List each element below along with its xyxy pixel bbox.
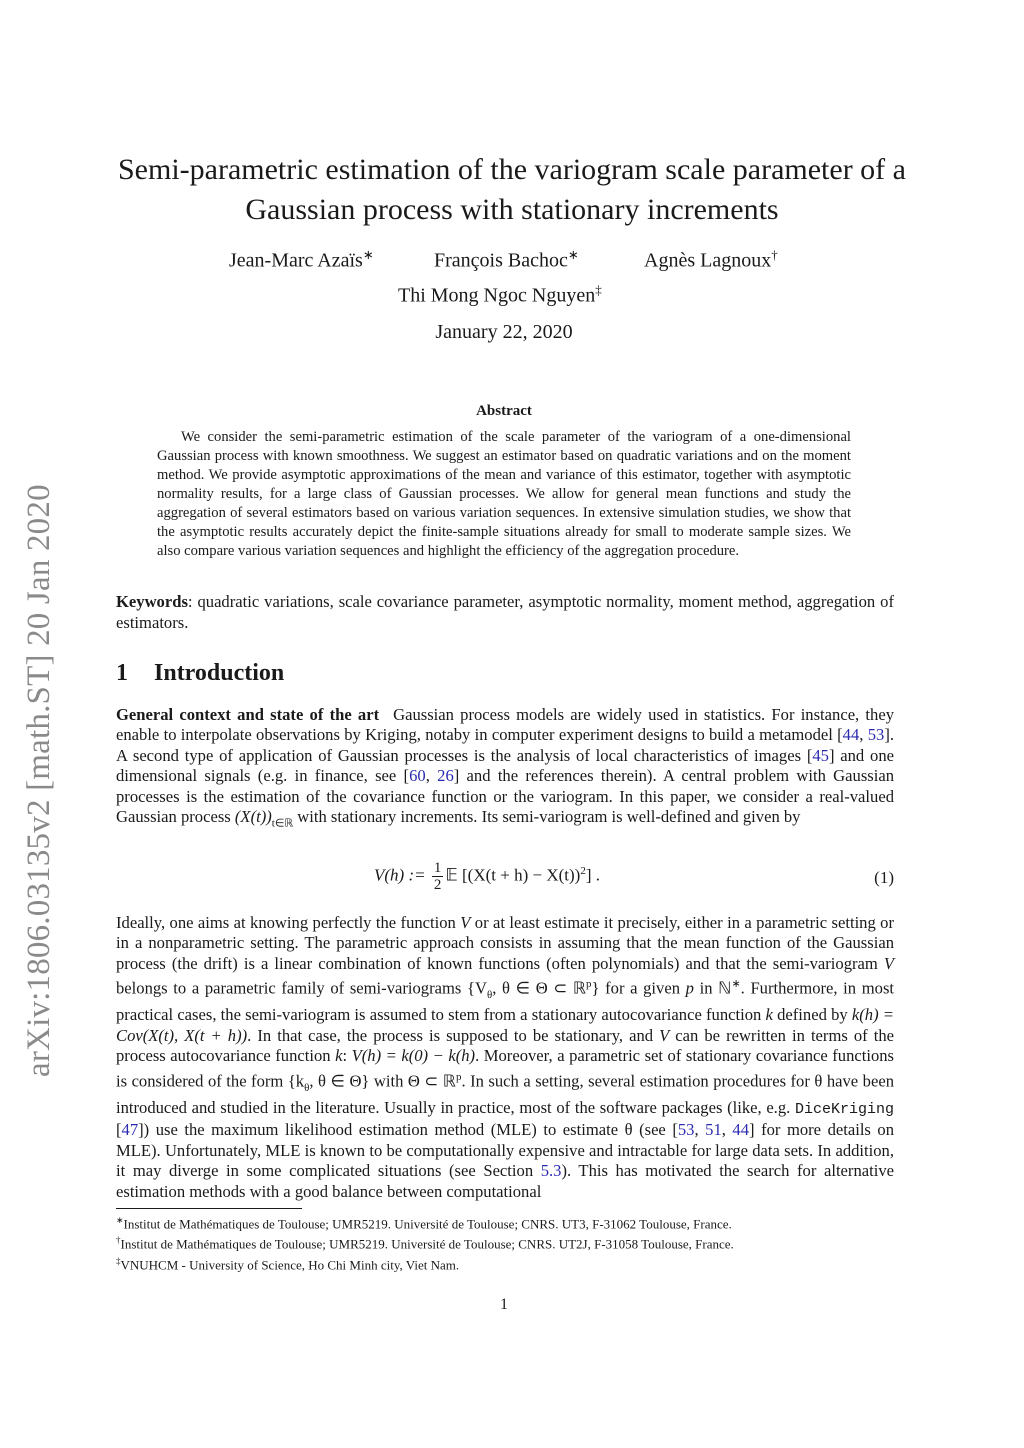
citation-link[interactable]: 26 bbox=[437, 766, 454, 786]
author-bachoc: François Bachoc∗ bbox=[434, 247, 579, 272]
footnotes bbox=[116, 1212, 916, 1273]
equation-body: V(h) := $\frac{1}{2}$ 𝔼 $[(X(t + h) - X(t))^2]$ . bbox=[374, 860, 600, 893]
citation-link[interactable]: 45 bbox=[812, 745, 829, 765]
citation-link[interactable]: 44 bbox=[842, 725, 860, 745]
citation-link[interactable]: 53 bbox=[677, 1120, 695, 1140]
author-nguyen: Thi Mong Ngoc Nguyen‡ bbox=[398, 282, 602, 307]
section-link[interactable]: 5.3 bbox=[540, 1161, 562, 1181]
citation-link[interactable]: 51 bbox=[705, 1120, 722, 1140]
publication-date: January 22, 2020 bbox=[435, 321, 573, 343]
equation-number: (1) bbox=[874, 868, 894, 887]
footnote-3: ‡VNUHCM - University of Science, Ho Chi Minh city, Viet Nam. bbox=[116, 1255, 460, 1272]
keywords: Keywords: quadratic variations, scale covariance parameter, asymptotic normality, moment method, aggregation of estimators. bbox=[116, 592, 894, 632]
paragraph-general-context: General context and state of the art Gaussian process models are widely used in statistics. For instance, they enable to interpolate observations by Kriging, notaby in computer experiment designs to build a metamodel [44, 53]. A second type of application of Gaussian processes is the analysis of local characteristics of images [45] and one dimensional signals (e.g. in finance, see [60, 26] and the references therein). A central problem with Gaussian processes is the estimation of the covariance function or the variogram. In this paper, we consider a real-valued Gaussian process $(X(t))_{t\in ℝ}$ with stationary increments. Its semi-variogram is well-defined and given by bbox=[116, 705, 895, 830]
paper-title: Semi-parametric estimation of the variogram scale parameter of a Gaussian process with stationary increments bbox=[118, 153, 906, 226]
section-heading-introduction: 1 Introduction bbox=[116, 660, 285, 686]
package-name: DiceKriging bbox=[794, 1100, 894, 1118]
abstract-text: We consider the semi-parametric estimation of the scale parameter of the variogram of a one-dimensional Gaussian process with known smoothness. We suggest an estimator based on quadratic variations and on the moment method. We provide asymptotic approximations of the mean and variance of this estimator, together with asymptotic normality results, for a large class of Gaussian processes. We allow for general mean functions and study the aggregation of several estimators based on various variation sequences. In extensive simulation studies, we show that the asymptotic results accurately depict the finite-sample situations already for small to moderate sample sizes. We also compare various variation sequences and highlight the efficiency of the aggregation procedure. bbox=[157, 429, 851, 559]
author-lagnoux: Agnès Lagnoux† bbox=[644, 247, 778, 272]
arxiv-identifier-stamp: arXiv:1806.03135v2 [math.ST] 20 Jan 2020 bbox=[21, 484, 57, 1077]
footnote-1: ∗Institut de Mathématiques de Toulouse; UMR5219. Université de Toulouse; CNRS. UT3, F-31062 Toulouse, France. bbox=[116, 1215, 732, 1232]
abstract-heading: Abstract bbox=[476, 403, 532, 419]
fraction-one-half: $\frac{1}{2}$ bbox=[433, 860, 442, 893]
citation-link[interactable]: 44 bbox=[732, 1120, 750, 1140]
paragraph-parametric-approach: Ideally, one aims at knowing perfectly the function V or at least estimate it precisely, either in a parametric setting or in a nonparametric setting. The parametric approach consists in assuming that the mean function of the Gaussian process (the drift) is a linear combination of known functions (often polynomials) and that the semi-variogram V belongs to a parametric family of semi-variograms {$V_\theta$, θ ∈ Θ ⊂ ℝ$^p$} for a given p in ℕ∗. Furthermore, in most practical cases, the semi-variogram is assumed to stem from a stationary autocovariance function k defined by k(h) = Cov(X(t), X(t + h)). In that case, the process is supposed to be stationary, and V can be rewritten in terms of the process autocovariance function k: V(h) = k(0) − k(h). Moreover, a parametric set of stationary covariance functions is considered of the form {$k_\theta$, θ ∈ Θ} with Θ ⊂ ℝ$^p$. In such a setting, several estimation procedures for θ have been introduced and studied in the literature. Usually in practice, most of the software packages (like, e.g. DiceKriging [47]) use the maximum likelihood estimation method (MLE) to estimate θ (see [53, 51, 44] for more details on MLE). Unfortunately, MLE is known to be computationally expensive and intractable for large data sets. In addition, it may diverge in some complicated situations (see Section 5.3). This has motivated the search for alternative estimation methods with a good balance between computational bbox=[116, 913, 895, 1201]
footnote-divider bbox=[116, 1208, 302, 1209]
author-azais: Jean-Marc Azaïs∗ bbox=[229, 247, 374, 272]
footnote-2: †Institut de Mathématiques de Toulouse; UMR5219. Université de Toulouse; CNRS. UT2J, F-31058 Toulouse, France. bbox=[116, 1235, 734, 1252]
page-number: 1 bbox=[500, 1296, 508, 1313]
citation-link[interactable]: 47 bbox=[121, 1120, 139, 1140]
citation-link[interactable]: 60 bbox=[409, 766, 426, 786]
citation-link[interactable]: 53 bbox=[867, 725, 885, 745]
